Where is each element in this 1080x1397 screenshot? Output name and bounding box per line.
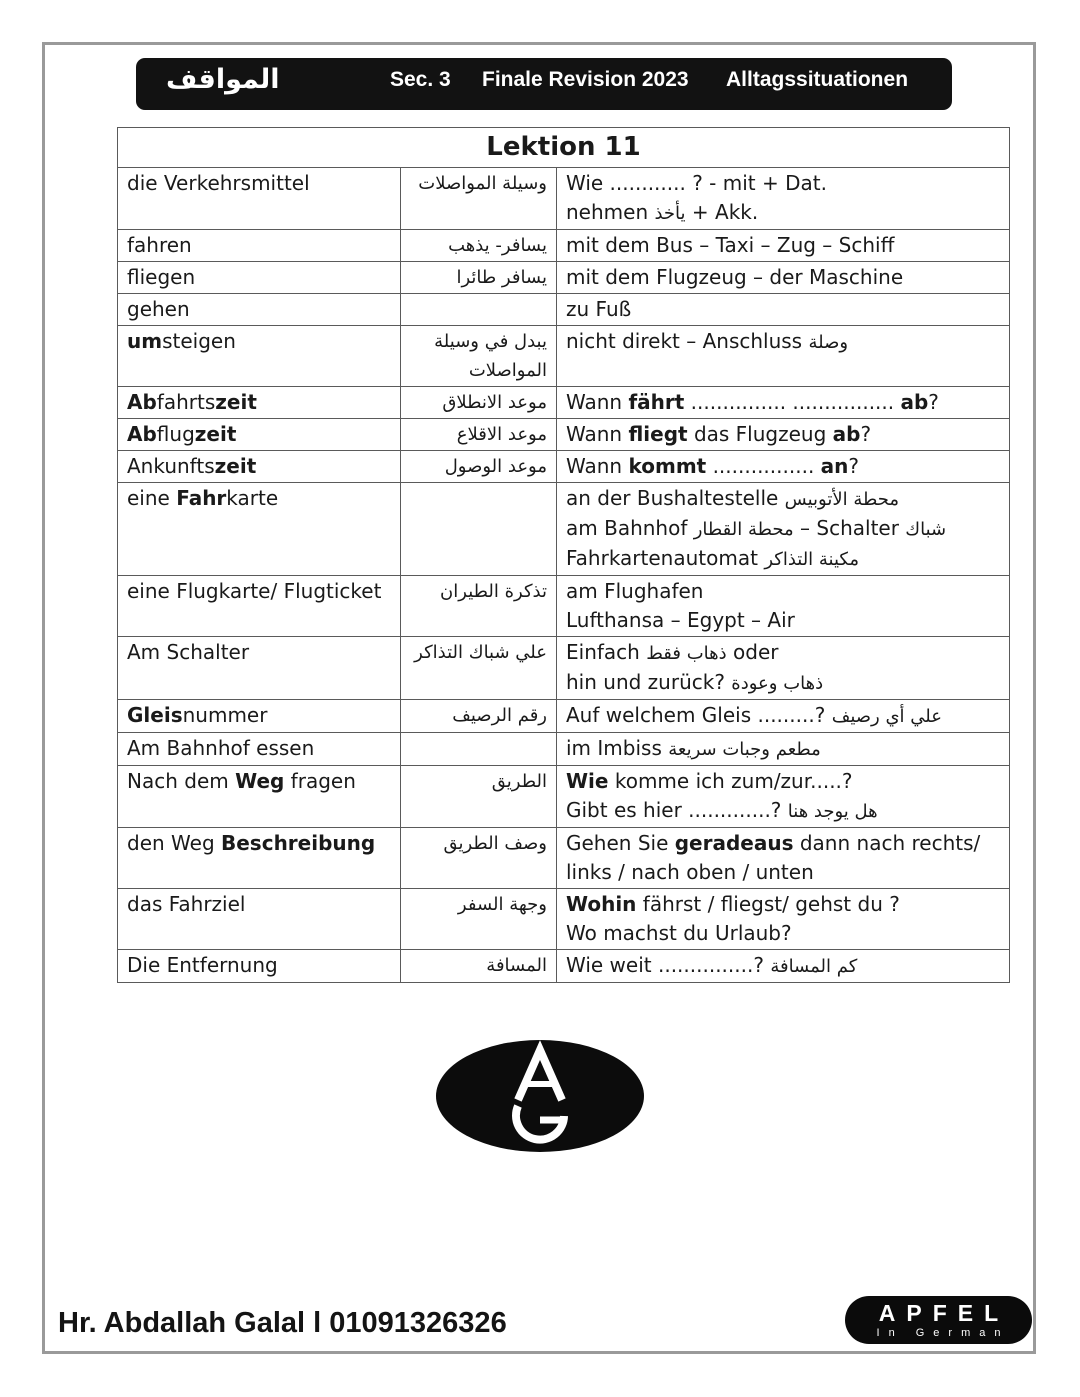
arabic-meaning xyxy=(401,230,557,262)
german-term xyxy=(118,889,401,950)
arabic-meaning xyxy=(401,889,557,950)
usage-line xyxy=(566,484,1000,514)
usage-part: mit dem Bus – Taxi – Zug – Schiff xyxy=(566,233,895,257)
german-term-part: Gleis xyxy=(127,703,183,727)
usage-part: Wie weit ...............? xyxy=(566,953,771,977)
usage-line xyxy=(566,327,1000,357)
usage-part: mit dem Flugzeug – der Maschine xyxy=(566,265,904,289)
usage-part: Wohin xyxy=(566,892,637,916)
apfel-brand-sub: In German xyxy=(876,1327,1010,1339)
usage-part: Wie xyxy=(566,769,609,793)
german-term-part: eine Flugkarte/ Flugticket xyxy=(127,579,382,603)
german-term xyxy=(118,637,401,700)
arabic-meaning xyxy=(401,576,557,637)
german-term xyxy=(118,326,401,387)
german-term xyxy=(118,419,401,451)
vocabulary-table xyxy=(117,127,1010,983)
german-term xyxy=(118,733,401,766)
usage-line xyxy=(566,452,1000,481)
arabic-meaning-text: موعد الوصول xyxy=(444,456,547,477)
table-row xyxy=(118,387,1010,419)
german-term-part: Beschreibung xyxy=(221,831,376,855)
usage-part: Wann xyxy=(566,422,629,446)
arabic-meaning xyxy=(401,828,557,889)
usage-example xyxy=(557,766,1010,828)
usage-part: oder xyxy=(726,640,779,664)
usage-example xyxy=(557,168,1010,230)
german-term-part: Ankunfts xyxy=(127,454,215,478)
usage-part: an xyxy=(820,454,849,478)
arabic-meaning xyxy=(401,294,557,326)
usage-part: ? xyxy=(928,390,939,414)
usage-arabic-part: ذهاب فقط xyxy=(646,643,727,664)
usage-line xyxy=(566,951,1000,981)
usage-part: fährt xyxy=(628,390,685,414)
german-term-part: fahrts xyxy=(156,390,216,414)
usage-line xyxy=(566,577,1000,606)
german-term-part: Ab xyxy=(127,422,157,446)
usage-example xyxy=(557,294,1010,326)
table-row xyxy=(118,419,1010,451)
table-row xyxy=(118,700,1010,733)
german-term xyxy=(118,387,401,419)
arabic-meaning-text: وصف الطريق xyxy=(443,833,547,854)
header-arabic-title: المواقف xyxy=(166,64,280,95)
usage-line xyxy=(566,767,1000,796)
arabic-meaning-text: موعد الانطلاق xyxy=(442,392,547,413)
usage-part: im Imbiss xyxy=(566,736,669,760)
header-section: Sec. 3 xyxy=(390,68,451,91)
usage-example xyxy=(557,889,1010,950)
usage-line xyxy=(566,420,1000,449)
usage-part: Fahrkartenautomat xyxy=(566,546,765,570)
arabic-meaning xyxy=(401,733,557,766)
usage-line xyxy=(566,263,1000,292)
usage-part: das Flugzeug xyxy=(687,422,833,446)
usage-part: Lufthansa – Egypt – Air xyxy=(566,608,795,632)
arabic-meaning xyxy=(401,950,557,983)
usage-arabic-part: محطة الأتوبيس xyxy=(784,489,900,510)
table-row xyxy=(118,766,1010,828)
german-term xyxy=(118,262,401,294)
usage-part: Wo machst du Urlaub? xyxy=(566,921,792,945)
arabic-meaning xyxy=(401,700,557,733)
arabic-meaning-text: وسيلة المواصلات xyxy=(418,173,547,194)
usage-line xyxy=(566,295,1000,324)
german-term-part: flug xyxy=(156,422,195,446)
german-term xyxy=(118,230,401,262)
arabic-meaning-text: المسافة xyxy=(486,955,547,976)
apfel-brand: APFEL xyxy=(878,1300,1010,1326)
usage-line xyxy=(566,858,1000,887)
german-term-part: zeit xyxy=(215,390,257,414)
german-term-part: den Weg xyxy=(127,831,221,855)
usage-arabic-part: مطعم وجبات سريعة xyxy=(668,739,821,760)
usage-arabic-part: شباك xyxy=(905,519,947,540)
table-row xyxy=(118,294,1010,326)
german-term xyxy=(118,828,401,889)
usage-example xyxy=(557,576,1010,637)
usage-part: am Bahnhof xyxy=(566,516,694,540)
usage-part: Wie ............ ? - mit + Dat. xyxy=(566,171,827,195)
german-term-part: die Verkehrsmittel xyxy=(127,171,310,195)
arabic-meaning xyxy=(401,326,557,387)
usage-line xyxy=(566,198,1000,228)
table-row xyxy=(118,828,1010,889)
usage-part: komme ich zum/zur.....? xyxy=(608,769,853,793)
german-term-part: fragen xyxy=(284,769,356,793)
usage-part: kommt xyxy=(628,454,707,478)
arabic-meaning xyxy=(401,168,557,230)
usage-part: fährst / fliegst/ gehst du ? xyxy=(636,892,900,916)
usage-part: Einfach xyxy=(566,640,647,664)
german-term xyxy=(118,294,401,326)
usage-line xyxy=(566,919,1000,948)
usage-line xyxy=(566,829,1000,858)
german-term xyxy=(118,700,401,733)
usage-line xyxy=(566,514,1000,544)
german-term xyxy=(118,950,401,983)
table-row xyxy=(118,451,1010,483)
german-term-part: gehen xyxy=(127,297,190,321)
usage-line xyxy=(566,169,1000,198)
german-term-part: Am Bahnhof essen xyxy=(127,736,315,760)
usage-part: am Flughafen xyxy=(566,579,704,603)
usage-example xyxy=(557,483,1010,576)
german-term-part: eine xyxy=(127,486,177,510)
arabic-meaning-text: تذكرة الطيران xyxy=(440,581,547,602)
usage-arabic-part: كم المسافة xyxy=(770,956,858,977)
german-term-part: Ab xyxy=(127,390,157,414)
usage-part: ? xyxy=(848,454,860,478)
german-term-part: fliegen xyxy=(127,265,196,289)
usage-arabic-part: يأخذ xyxy=(654,203,686,224)
header-revision: Finale Revision 2023 xyxy=(482,68,689,91)
table-row xyxy=(118,230,1010,262)
usage-part: ................ xyxy=(706,454,821,478)
ag-logo-icon xyxy=(436,1040,644,1152)
german-term xyxy=(118,483,401,576)
german-term xyxy=(118,168,401,230)
table-row xyxy=(118,950,1010,983)
table-row xyxy=(118,637,1010,700)
usage-line xyxy=(566,796,1000,826)
arabic-meaning-text: الطريق xyxy=(491,771,547,792)
usage-arabic-part: وصلة xyxy=(808,332,849,353)
apfel-logo xyxy=(845,1296,1032,1344)
table-row xyxy=(118,733,1010,766)
usage-part: + Akk. xyxy=(685,200,759,224)
usage-arabic-part: هل يوجد هنا xyxy=(787,801,878,822)
usage-part: ? xyxy=(860,422,872,446)
table-row xyxy=(118,483,1010,576)
usage-arabic-part: ذهاب وعودة xyxy=(731,673,824,694)
german-term-part: nummer xyxy=(182,703,268,727)
usage-part: Gehen Sie xyxy=(566,831,675,855)
usage-example xyxy=(557,828,1010,889)
table-row xyxy=(118,262,1010,294)
german-term-part: fahren xyxy=(127,233,192,257)
german-term-part: um xyxy=(127,329,163,353)
usage-line xyxy=(566,388,1000,417)
usage-line xyxy=(566,668,1000,698)
german-term-part: zeit xyxy=(214,454,257,478)
arabic-meaning-text: رقم الرصيف xyxy=(452,705,547,726)
usage-arabic-part: محطة القطار xyxy=(693,519,794,540)
arabic-meaning-text: يسافر طائرا xyxy=(456,267,547,288)
table-row xyxy=(118,326,1010,387)
arabic-meaning xyxy=(401,387,557,419)
usage-part: Wann xyxy=(566,454,629,478)
arabic-meaning xyxy=(401,483,557,576)
usage-example xyxy=(557,262,1010,294)
arabic-meaning-text: وجهة السفر xyxy=(457,894,547,915)
usage-part: dann nach rechts/ xyxy=(793,831,981,855)
usage-example xyxy=(557,326,1010,387)
header-bar xyxy=(136,58,952,110)
usage-line xyxy=(566,734,1000,764)
usage-example xyxy=(557,733,1010,766)
arabic-meaning xyxy=(401,262,557,294)
vocabulary-rows xyxy=(118,168,1010,983)
usage-arabic-part: مكينة التذاكر xyxy=(764,549,859,570)
usage-part: links / nach oben / unten xyxy=(566,860,814,884)
usage-part: geradeaus xyxy=(674,831,794,855)
german-term-part: zeit xyxy=(194,422,237,446)
ag-logo xyxy=(436,1040,644,1152)
usage-part: – Schalter xyxy=(793,516,906,540)
usage-part: Wann xyxy=(566,390,629,414)
usage-part: ............... ................ xyxy=(684,390,901,414)
usage-example xyxy=(557,950,1010,983)
usage-part: zu Fuß xyxy=(566,297,632,321)
german-term-part: das Fahrziel xyxy=(127,892,246,916)
german-term-part: Nach dem xyxy=(127,769,236,793)
arabic-meaning xyxy=(401,766,557,828)
usage-example xyxy=(557,637,1010,700)
table-row xyxy=(118,168,1010,230)
usage-line xyxy=(566,701,1000,731)
usage-part: ab xyxy=(900,390,929,414)
german-term-part: Fahr xyxy=(176,486,227,510)
german-term xyxy=(118,576,401,637)
arabic-meaning-text: موعد الاقلاع xyxy=(456,424,547,445)
usage-example xyxy=(557,419,1010,451)
usage-line xyxy=(566,890,1000,919)
usage-line xyxy=(566,231,1000,260)
arabic-meaning-text: يسافر- يذهب xyxy=(448,235,547,256)
usage-example xyxy=(557,387,1010,419)
table-title: Lektion 11 xyxy=(118,128,1010,168)
arabic-meaning xyxy=(401,419,557,451)
footer-author: Hr. Abdallah Galal l 01091326326 xyxy=(58,1307,507,1339)
german-term-part: Die Entfernung xyxy=(127,953,278,977)
usage-part: ab xyxy=(832,422,861,446)
arabic-meaning-text: يبدل في وسيلة المواصلات xyxy=(434,331,547,381)
usage-part: hin und zurück? xyxy=(566,670,732,694)
german-term-part: karte xyxy=(226,486,279,510)
arabic-meaning-text: علي شباك التذاكر xyxy=(414,642,547,663)
usage-line xyxy=(566,638,1000,668)
usage-part: nehmen xyxy=(566,200,655,224)
usage-example xyxy=(557,451,1010,483)
table-row xyxy=(118,889,1010,950)
arabic-meaning xyxy=(401,451,557,483)
usage-arabic-part: علي أي رصيف xyxy=(831,706,942,727)
german-term-part: steigen xyxy=(162,329,236,353)
table-row xyxy=(118,576,1010,637)
arabic-meaning xyxy=(401,637,557,700)
german-term-part: Am Schalter xyxy=(127,640,250,664)
usage-part: Gibt es hier .............? xyxy=(566,798,788,822)
usage-example xyxy=(557,700,1010,733)
header-topic: Alltagssituationen xyxy=(726,68,909,91)
german-term-part: Weg xyxy=(235,769,285,793)
usage-part: an der Bushaltestelle xyxy=(566,486,785,510)
table-title-row xyxy=(118,128,1010,168)
german-term xyxy=(118,451,401,483)
usage-line xyxy=(566,544,1000,574)
usage-part: Auf welchem Gleis .........? xyxy=(566,703,832,727)
german-term xyxy=(118,766,401,828)
usage-example xyxy=(557,230,1010,262)
usage-part: fliegt xyxy=(628,422,688,446)
usage-line xyxy=(566,606,1000,635)
usage-part: nicht direkt – Anschluss xyxy=(566,329,809,353)
